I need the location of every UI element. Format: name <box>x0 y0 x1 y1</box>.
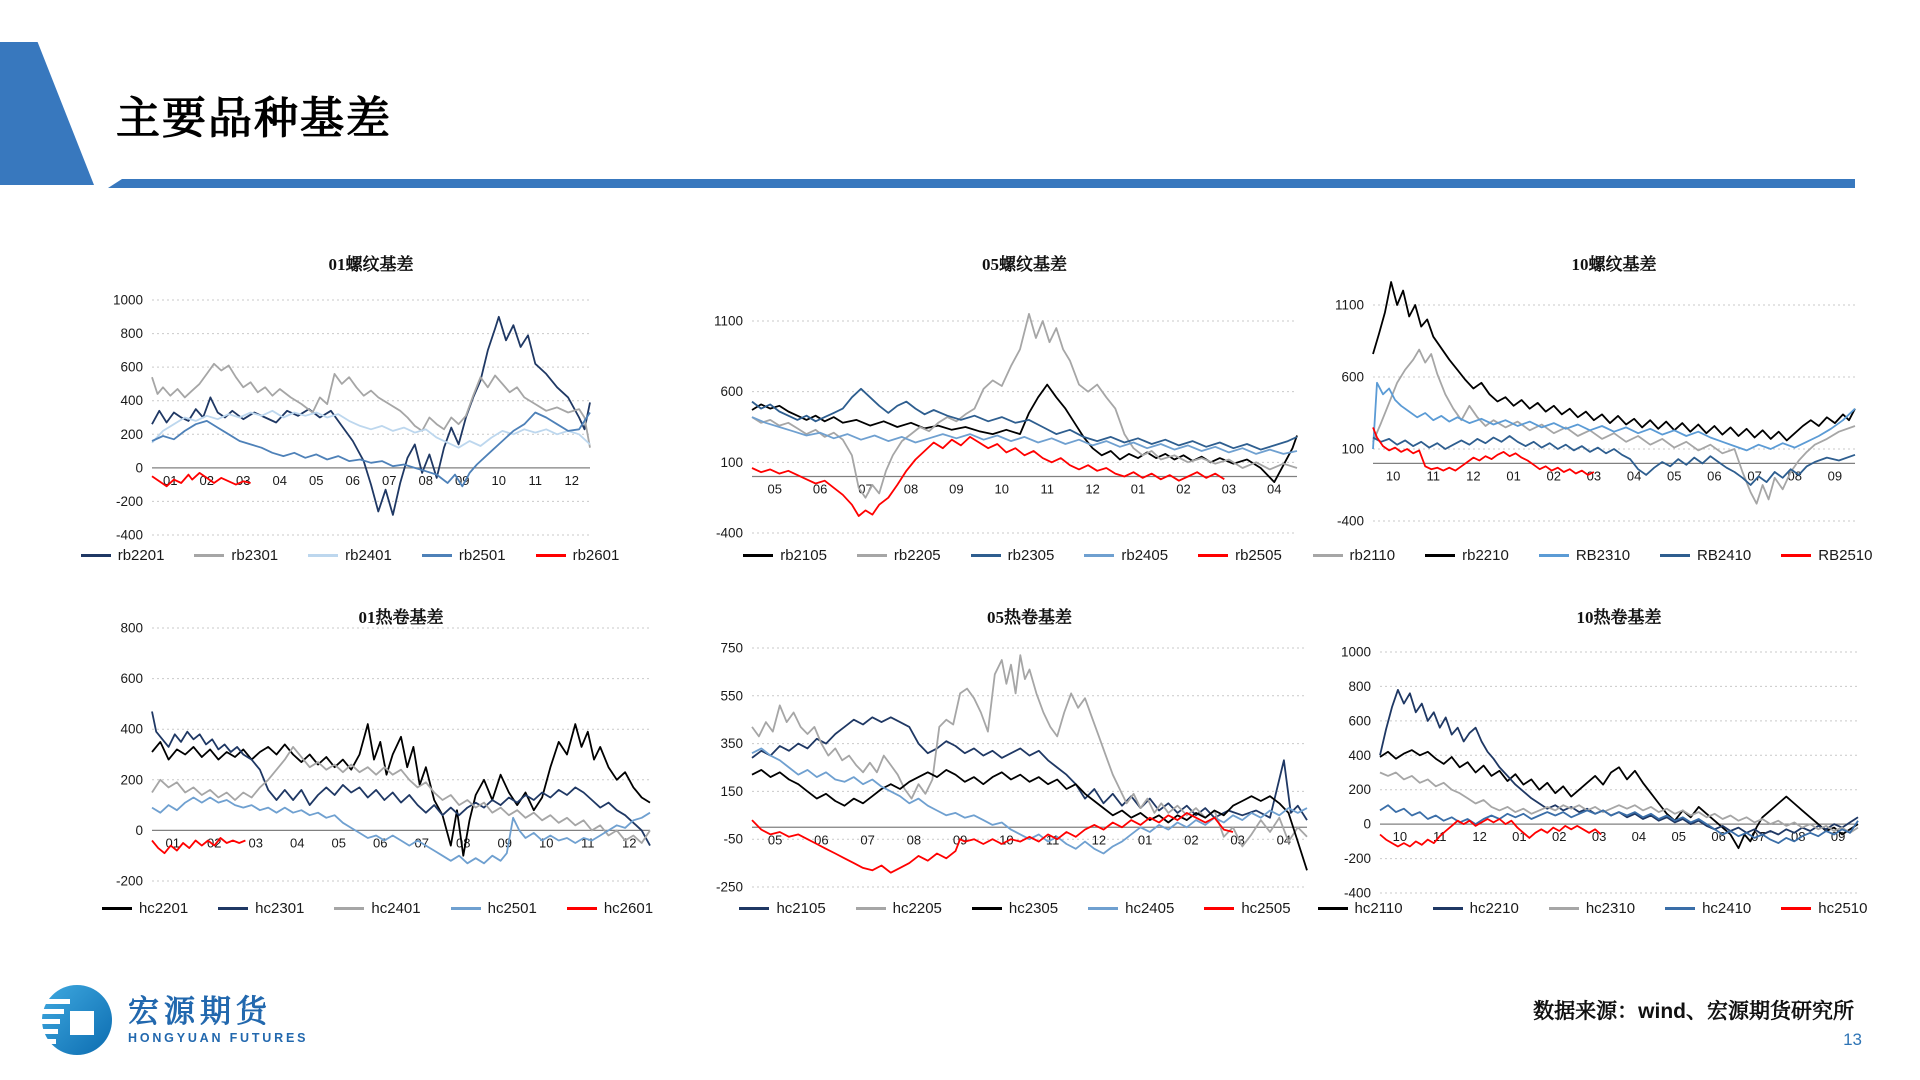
y-tick-label: 600 <box>720 384 743 400</box>
series-line-rb2305 <box>752 389 1297 450</box>
x-tick-label: 02 <box>1546 468 1561 484</box>
x-tick-label: 06 <box>1711 829 1726 845</box>
series-line-rb2110 <box>1373 350 1855 504</box>
legend-swatch <box>1313 554 1343 557</box>
y-tick-label: 600 <box>1341 369 1364 385</box>
chart-title: 05螺纹基差 <box>982 255 1067 274</box>
legend-label: hc2310 <box>1585 900 1636 917</box>
legend-label: RB2510 <box>1818 547 1873 564</box>
x-tick-label: 11 <box>1433 829 1447 845</box>
series-line-hc2305 <box>752 770 1307 870</box>
y-tick-label: -400 <box>1336 513 1364 529</box>
y-tick-label: 0 <box>135 822 143 838</box>
legend-item-rb2401 <box>308 547 392 564</box>
legend-item-RB2510 <box>1781 547 1872 564</box>
legend-label: RB2310 <box>1575 547 1631 564</box>
logo-text-en: HONGYUAN FUTURES <box>128 1031 309 1046</box>
legend-label: rb2305 <box>1007 547 1055 564</box>
legend-swatch <box>1781 907 1811 910</box>
x-tick-label: 08 <box>906 832 922 848</box>
x-tick-label: 03 <box>236 472 251 488</box>
header-accent-shape <box>0 42 94 185</box>
x-tick-label: 07 <box>858 481 873 497</box>
x-tick-label: 05 <box>767 832 783 848</box>
legend-item-hc2401 <box>334 900 420 917</box>
chart-legend <box>1325 547 1873 564</box>
legend-item-hc2601 <box>567 900 653 917</box>
chart-hotcoil-10-basis <box>1325 593 1868 938</box>
series-line-hc2105 <box>752 717 1307 820</box>
legend-label: rb2601 <box>572 547 620 564</box>
legend-swatch <box>1198 554 1228 557</box>
legend-item-rb2301 <box>194 547 278 564</box>
y-tick-label: 400 <box>1348 747 1371 763</box>
x-tick-label: 10 <box>999 832 1014 848</box>
chart-legend <box>700 900 1330 917</box>
x-tick-label: 12 <box>564 472 579 488</box>
plot-area <box>1325 593 1860 901</box>
x-tick-label: 07 <box>382 472 397 488</box>
x-tick-label: 11 <box>1426 468 1440 484</box>
y-tick-label: 600 <box>120 359 143 375</box>
legend-swatch <box>451 907 481 910</box>
plot-area <box>1325 240 1860 529</box>
chart-legend <box>90 547 620 564</box>
chart-title: 01热卷基差 <box>358 608 444 627</box>
x-tick-label: 07 <box>860 832 875 848</box>
x-tick-label: 04 <box>1626 468 1642 484</box>
chart-hotcoil-05-basis <box>700 593 1330 938</box>
y-tick-label: -400 <box>1343 885 1371 901</box>
y-tick-label: -250 <box>715 879 743 895</box>
chart-rebar-05-basis <box>700 240 1325 585</box>
x-tick-label: 05 <box>1671 829 1686 845</box>
x-tick-label: 04 <box>1631 829 1647 845</box>
y-tick-label: 400 <box>120 393 143 409</box>
legend-item-hc2501 <box>451 900 537 917</box>
x-tick-label: 06 <box>373 835 388 851</box>
legend-swatch <box>334 907 364 910</box>
legend-item-hc2310 <box>1549 900 1635 917</box>
x-tick-label: 11 <box>1040 481 1054 497</box>
x-tick-label: 09 <box>497 835 512 851</box>
legend-item-hc2210 <box>1433 900 1519 917</box>
data-source-note: 数据来源：wind、宏源期货研究所 <box>1533 1000 1854 1023</box>
legend-label: hc2305 <box>1008 900 1059 917</box>
legend-swatch <box>567 907 597 910</box>
chart-title: 05热卷基差 <box>987 608 1072 627</box>
legend-swatch <box>971 554 1001 557</box>
legend-item-rb2110 <box>1313 547 1396 564</box>
legend-swatch <box>218 907 248 910</box>
page-number: 13 <box>1843 1030 1862 1049</box>
legend-label: rb2210 <box>1462 547 1509 564</box>
x-tick-label: 12 <box>1472 829 1487 845</box>
chart-legend <box>1325 900 1868 917</box>
legend-swatch <box>1660 554 1690 557</box>
legend-label: hc2205 <box>892 900 942 917</box>
legend-label: hc2110 <box>1354 900 1403 917</box>
x-tick-label: 12 <box>1085 481 1100 497</box>
series-line-hc2110 <box>1380 750 1858 848</box>
x-tick-label: 12 <box>622 835 637 851</box>
x-tick-label: 01 <box>1506 468 1521 484</box>
legend-label: hc2210 <box>1469 900 1519 917</box>
legend-item-hc2410 <box>1665 900 1751 917</box>
legend-swatch <box>422 554 452 557</box>
x-tick-label: 02 <box>199 472 214 488</box>
legend-item-RB2310 <box>1539 547 1630 564</box>
x-tick-label: 09 <box>952 832 968 848</box>
legend-label: rb2105 <box>780 547 827 564</box>
legend-swatch <box>81 554 111 557</box>
x-tick-label: 02 <box>1552 829 1567 845</box>
legend-swatch <box>743 554 773 557</box>
series-line-hc2205 <box>752 655 1307 846</box>
legend-swatch <box>194 554 224 557</box>
chart-legend <box>700 547 1325 564</box>
legend-label: rb2401 <box>345 547 392 564</box>
series-line-hc2401 <box>152 747 650 843</box>
x-tick-label: 03 <box>248 835 263 851</box>
x-tick-label: 08 <box>1791 829 1806 845</box>
x-tick-label: 07 <box>414 835 429 851</box>
legend-label: rb2505 <box>1235 547 1282 564</box>
y-tick-label: -200 <box>115 493 143 509</box>
legend-label: rb2110 <box>1349 547 1396 564</box>
x-tick-label: 10 <box>994 481 1010 497</box>
y-tick-label: 200 <box>120 772 143 788</box>
legend-item-rb2105 <box>743 547 827 564</box>
x-tick-label: 05 <box>1667 468 1682 484</box>
series-line-rb2205 <box>752 314 1297 498</box>
x-tick-label: 06 <box>812 481 828 497</box>
page-title: 主要品种基差 <box>116 94 392 143</box>
legend-item-hc2105 <box>739 900 825 917</box>
legend-swatch <box>1204 907 1234 910</box>
y-tick-label: 800 <box>120 326 143 342</box>
legend-swatch <box>1665 907 1695 910</box>
legend-item-hc2301 <box>218 900 304 917</box>
series-line-hc2510 <box>1380 819 1601 847</box>
x-tick-label: 04 <box>1267 481 1282 497</box>
x-tick-label: 06 <box>1707 468 1722 484</box>
y-tick-label: 200 <box>1348 782 1371 798</box>
x-tick-label: 01 <box>1130 481 1146 497</box>
legend-swatch <box>1318 907 1348 910</box>
x-tick-label: 02 <box>207 835 222 851</box>
legend-item-rb2505 <box>1198 547 1282 564</box>
y-tick-label: 0 <box>135 460 143 476</box>
legend-label: hc2401 <box>371 900 421 917</box>
x-tick-label: 03 <box>1591 829 1607 845</box>
x-tick-label: 03 <box>1230 832 1245 848</box>
legend-label: hc2105 <box>776 900 826 917</box>
x-tick-label: 12 <box>1091 832 1107 848</box>
chart-title: 10螺纹基差 <box>1571 255 1657 274</box>
y-tick-label: 0 <box>1363 816 1371 832</box>
legend-swatch <box>1539 554 1569 557</box>
x-tick-label: 11 <box>1045 832 1060 848</box>
x-tick-label: 01 <box>163 472 178 488</box>
x-tick-label: 08 <box>903 481 919 497</box>
legend-swatch <box>739 907 769 910</box>
x-tick-label: 06 <box>345 472 360 488</box>
x-tick-label: 08 <box>456 835 471 851</box>
legend-swatch <box>972 907 1002 910</box>
legend-item-hc2205 <box>856 900 942 917</box>
legend-item-rb2205 <box>857 547 941 564</box>
legend-item-hc2110 <box>1318 900 1403 917</box>
series-line-rb2210 <box>1373 282 1855 440</box>
y-tick-label: 1100 <box>713 313 743 329</box>
chart-legend <box>90 900 665 917</box>
x-tick-label: 04 <box>290 835 305 851</box>
x-tick-label: 01 <box>165 835 180 851</box>
legend-label: hc2501 <box>487 900 537 917</box>
x-tick-label: 09 <box>455 472 470 488</box>
legend-swatch <box>1549 907 1579 910</box>
legend-label: rb2301 <box>231 547 279 564</box>
x-tick-label: 08 <box>1787 468 1802 484</box>
legend-label: hc2505 <box>1241 900 1291 917</box>
y-tick-label: 800 <box>1348 678 1371 694</box>
x-tick-label: 09 <box>1830 829 1846 845</box>
y-tick-label: -200 <box>115 873 143 889</box>
x-tick-label: 10 <box>1385 468 1401 484</box>
legend-label: rb2501 <box>458 547 506 564</box>
legend-swatch <box>102 907 132 910</box>
x-tick-label: 04 <box>272 472 287 488</box>
y-tick-label: 1000 <box>112 292 143 308</box>
chart-title: 10热卷基差 <box>1576 608 1662 627</box>
x-tick-label: 02 <box>1176 481 1191 497</box>
legend-item-rb2305 <box>971 547 1055 564</box>
x-tick-label: 09 <box>949 481 964 497</box>
y-tick-label: 600 <box>1348 713 1371 729</box>
legend-swatch <box>1088 907 1118 910</box>
legend-item-rb2405 <box>1084 547 1168 564</box>
legend-label: rb2201 <box>117 547 165 564</box>
y-tick-label: 1000 <box>1340 644 1371 660</box>
x-tick-label: 05 <box>309 472 324 488</box>
series-line-rb2401 <box>152 411 590 448</box>
y-tick-label: 800 <box>120 620 143 636</box>
legend-item-rb2601 <box>536 547 620 564</box>
y-tick-label: 550 <box>720 688 743 704</box>
header-divider <box>108 179 1855 188</box>
x-tick-label: 07 <box>1751 829 1766 845</box>
y-tick-label: 1100 <box>1334 297 1364 313</box>
legend-label: RB2410 <box>1697 547 1752 564</box>
legend-item-hc2405 <box>1088 900 1174 917</box>
chart-rebar-01-basis <box>90 240 620 585</box>
legend-item-hc2505 <box>1204 900 1290 917</box>
chart-title: 01螺纹基差 <box>328 255 414 274</box>
plot-area <box>700 593 1330 895</box>
x-tick-label: 03 <box>1586 468 1602 484</box>
legend-label: rb2405 <box>1121 547 1169 564</box>
x-tick-label: 10 <box>1392 829 1408 845</box>
y-tick-label: -400 <box>115 527 143 543</box>
x-tick-label: 05 <box>767 481 782 497</box>
legend-label: hc2405 <box>1125 900 1175 917</box>
legend-swatch <box>1084 554 1114 557</box>
y-tick-label: 600 <box>120 671 143 687</box>
legend-swatch <box>1433 907 1463 910</box>
logo-text-cn: 宏源期货 <box>128 993 272 1029</box>
y-tick-label: 200 <box>120 426 143 442</box>
legend-swatch <box>536 554 566 557</box>
y-tick-label: 100 <box>720 454 743 470</box>
legend-item-RB2410 <box>1660 547 1751 564</box>
y-tick-label: 400 <box>120 721 143 737</box>
x-tick-label: 09 <box>1827 468 1843 484</box>
legend-label: hc2301 <box>255 900 305 917</box>
x-tick-label: 07 <box>1747 468 1762 484</box>
x-tick-label: 04 <box>1276 832 1292 848</box>
legend-label: hc2510 <box>1818 900 1868 917</box>
legend-label: hc2410 <box>1702 900 1752 917</box>
x-tick-label: 03 <box>1221 481 1237 497</box>
x-tick-label: 11 <box>581 835 595 851</box>
legend-item-hc2305 <box>972 900 1058 917</box>
y-tick-label: 350 <box>720 736 743 752</box>
legend-swatch <box>856 907 886 910</box>
y-tick-label: -50 <box>723 831 743 847</box>
x-tick-label: 11 <box>528 472 542 488</box>
y-tick-label: 150 <box>720 783 743 799</box>
x-tick-label: 02 <box>1184 832 1199 848</box>
x-tick-label: 10 <box>539 835 554 851</box>
legend-swatch <box>308 554 338 557</box>
x-tick-label: 01 <box>1137 832 1153 848</box>
legend-item-hc2510 <box>1781 900 1867 917</box>
legend-item-hc2201 <box>102 900 188 917</box>
x-tick-label: 05 <box>331 835 346 851</box>
series-line-rb2501 <box>152 413 590 487</box>
x-tick-label: 10 <box>491 472 506 488</box>
x-tick-label: 08 <box>418 472 433 488</box>
y-tick-label: 100 <box>1341 441 1364 457</box>
series-line-rb2301 <box>152 364 590 448</box>
series-line-rb2201 <box>152 317 590 515</box>
legend-swatch <box>1781 554 1811 557</box>
legend-item-rb2210 <box>1425 547 1509 564</box>
y-tick-label: 750 <box>720 640 743 656</box>
company-logo <box>40 983 308 1057</box>
logo-globe-icon <box>40 983 114 1057</box>
legend-item-rb2201 <box>81 547 165 564</box>
y-tick-label: -200 <box>1343 851 1371 867</box>
x-tick-label: 12 <box>1466 468 1481 484</box>
x-tick-label: 01 <box>1512 829 1527 845</box>
series-line-hc2201 <box>152 724 650 856</box>
x-tick-label: 06 <box>814 832 829 848</box>
chart-rebar-10-basis <box>1325 240 1873 585</box>
legend-swatch <box>857 554 887 557</box>
logo-text <box>128 995 308 1045</box>
legend-item-rb2501 <box>422 547 506 564</box>
plot-area <box>90 593 665 889</box>
chart-hotcoil-01-basis <box>90 593 665 938</box>
legend-label: rb2205 <box>893 547 941 564</box>
legend-label: hc2201 <box>138 900 189 917</box>
plot-area <box>700 240 1325 541</box>
legend-label: hc2601 <box>603 900 654 917</box>
y-tick-label: -400 <box>715 525 743 541</box>
legend-swatch <box>1425 554 1455 557</box>
plot-area <box>90 240 610 543</box>
